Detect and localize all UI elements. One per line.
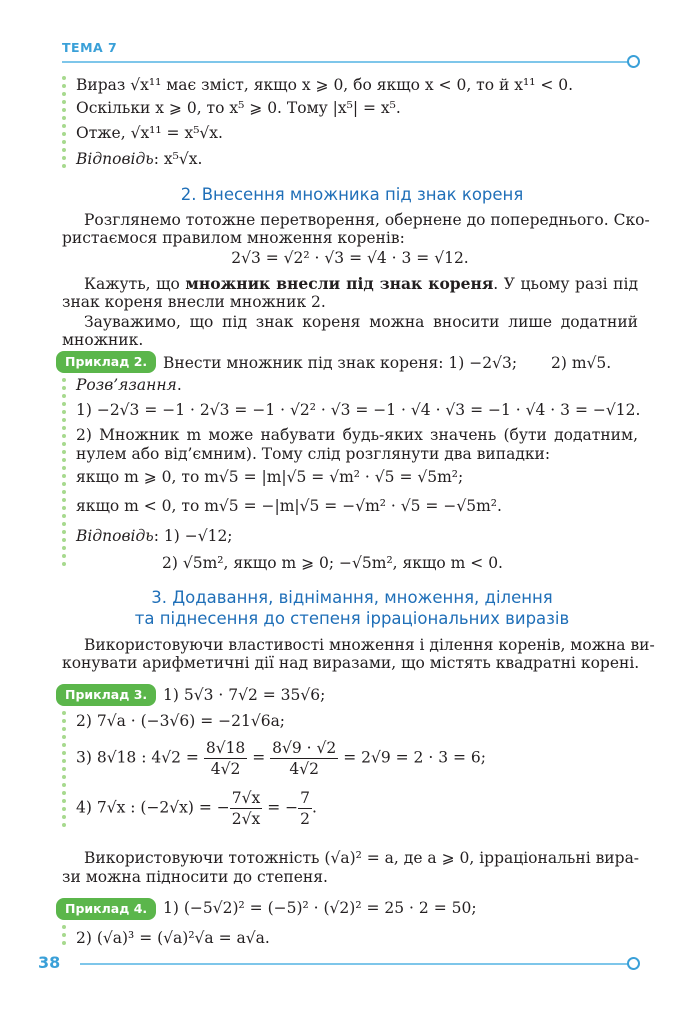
topic-label: ТЕМА 7 [62, 40, 118, 55]
example-2-answer-2: 2) √5m², якщо m ⩾ 0; −√5m², якщо m < 0. [162, 554, 503, 572]
example-4-item-2: 2) (√a)³ = (√a)²√a = a√a. [76, 929, 270, 947]
example-2-badge: Приклад 2. [56, 351, 156, 373]
example-3-item-1: 1) 5√3 · 7√2 = 35√6; [163, 686, 326, 704]
margin-dots [62, 925, 67, 949]
intro-answer [76, 150, 202, 168]
section-2-para-1b: ристаємося правилом множення коренів: [62, 229, 405, 247]
example-2-step-2a: 2) Множник m може набувати будь-яких значень (бути додатним, [76, 426, 638, 444]
margin-dots [62, 378, 67, 570]
fraction: $\frac{8√18}{4√2}$ [205, 739, 246, 778]
fraction: $\frac{8√9 \cdot √2}{4√2}$ [272, 739, 337, 778]
section-2-formula: 2√3 = √2² · √3 = √4 · 3 = √12. [231, 249, 469, 267]
section-3-heading-line-2: та піднесення до степеня ірраціональних виразів [134, 609, 570, 628]
section-2-para-1a: Розглянемо тотожне перетворення, обернене до попереднього. Ско- [84, 211, 650, 229]
margin-dots [62, 76, 67, 172]
section-2-para-3a: Зауважимо, що під знак кореня можна вносити лише додатний [84, 313, 638, 331]
bold-term: множник внесли під знак кореня [185, 274, 494, 293]
intro-line-2: Оскільки x ⩾ 0, то x⁵ ⩾ 0. Тому |x⁵| = x⁵. [76, 99, 401, 117]
example-2-answer-1: Відповідь: 1) −√12; [76, 527, 233, 545]
section-3-para-1b: конувати арифметичні дії над виразами, що містять квадратні корені. [62, 654, 640, 672]
example-2-task: Внести множник під знак кореня: 1) −2√3; [163, 354, 518, 372]
section-2-para-2b: знак кореня внесли множник 2. [62, 293, 326, 311]
example-2-step-2b: нулем або від’ємним). Тому слід розглянути два випадки: [76, 445, 551, 463]
section-3-heading-line-1: 3. Додавання, віднімання, множення, ділення [151, 588, 553, 607]
identity-para-1: Використовуючи тотожність (√a)² = a, де a ⩾ 0, ірраціональні вира- [84, 849, 640, 867]
header-rule-end-circle [627, 55, 640, 68]
solution-label: Розв’язання. [76, 376, 182, 394]
page-number: 38 [38, 953, 61, 972]
section-3-para-1a: Використовуючи властивості множення і ділення коренів, можна ви- [84, 636, 655, 654]
section-2-para-3b: множник. [62, 331, 144, 349]
intro-line-3: Отже, √x¹¹ = x⁵√x. [76, 124, 223, 142]
footer-rule-end-circle [627, 957, 640, 970]
section-2-para-2a: Кажуть, що множник внесли під знак кореня. У цьому разі під [84, 274, 638, 293]
example-4-badge: Приклад 4. [56, 898, 156, 920]
example-3-badge: Приклад 3. [56, 684, 156, 706]
identity-para-2: зи можна підносити до степеня. [62, 868, 328, 886]
example-2-case-1: якщо m ⩾ 0, то m√5 = |m|√5 = √m² · √5 = √5m²; [76, 468, 464, 486]
example-2-task-2: 2) m√5. [551, 354, 612, 372]
example-3-item-3: 3) 8√18 : 4√2 = $\frac{8√18}{4√2}$ = $\frac{8√9 \cdot √2}{4√2}$ = 2√9 = 2 · 3 = 6; [76, 739, 486, 778]
answer-value: : x⁵√x. [153, 150, 203, 168]
answer-label: Відповідь [76, 150, 154, 168]
example-3-item-2: 2) 7√a · (−3√6) = −21√6a; [76, 712, 286, 730]
example-2-step-1: 1) −2√3 = −1 · 2√3 = −1 · √2² · √3 = −1 · √4 · √3 = −1 · √4 · 3 = −√12. [76, 401, 641, 419]
footer-rule [80, 963, 632, 965]
margin-dots [62, 711, 67, 831]
example-4-item-1: 1) (−5√2)² = (−5)² · (√2)² = 25 · 2 = 50; [163, 899, 477, 917]
intro-line-1: Вираз √x¹¹ має зміст, якщо x ⩾ 0, бо якщо x < 0, то й x¹¹ < 0. [76, 76, 574, 94]
example-2-case-2: якщо m < 0, то m√5 = −|m|√5 = −√m² · √5 = −√5m². [76, 497, 502, 515]
fraction: $\frac{7√x}{2√x}$ [231, 789, 261, 828]
header-rule [62, 61, 630, 63]
section-2-heading: 2. Внесення множника під знак кореня [180, 185, 524, 204]
fraction: $\frac{7}{2}$ [300, 789, 310, 828]
example-3-item-4: 4) 7√x : (−2√x) = − $\frac{7√x}{2√x}$ = − $\frac{7}{2}$ . [76, 789, 317, 828]
